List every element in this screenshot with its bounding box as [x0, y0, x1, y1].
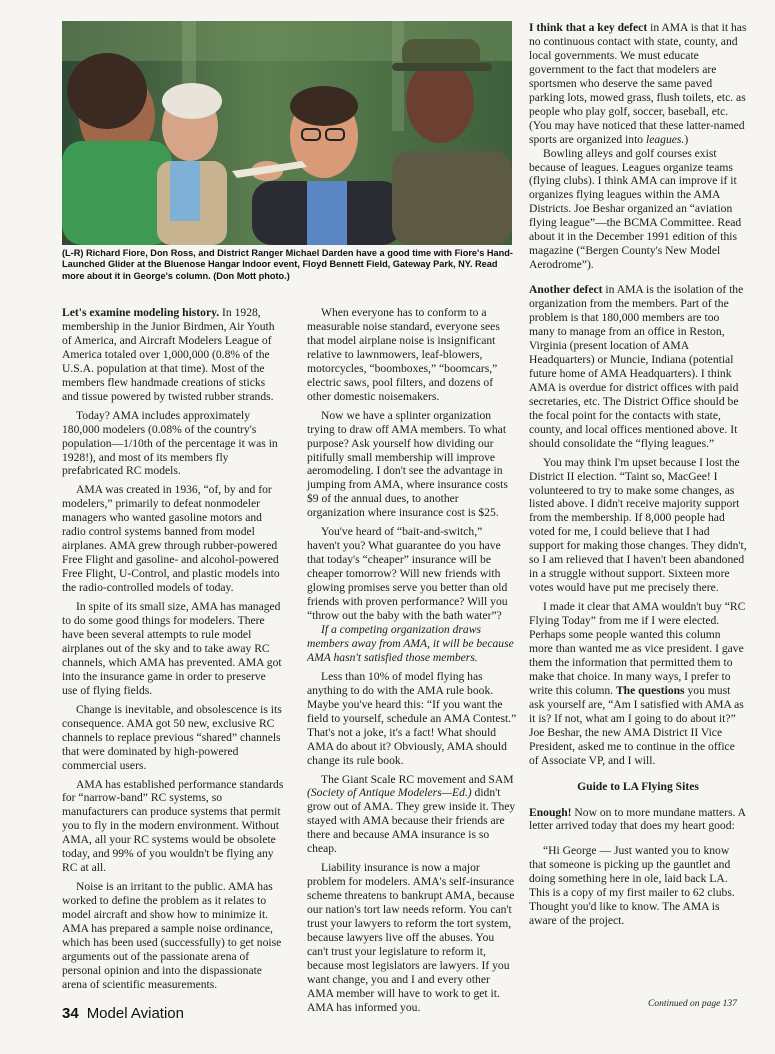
emphasis: leagues.	[645, 132, 685, 146]
editor-note: (Society of Antique Modelers—Ed.)	[307, 786, 472, 800]
paragraph	[529, 21, 747, 147]
paragraph: When everyone has to conform to a measurable noise standard, everyone sees that model airplane noise is insignificant relative to lawnmowers, leaf-blowers, motorcycles, “boomboxes,” “boomcars,” electric saws, pool filters, and dozens of other domestic noisemakers.	[307, 306, 500, 403]
paragraph-text: The Giant Scale RC movement and SAM	[321, 772, 514, 786]
paragraph	[529, 283, 747, 450]
lead-in: I think that a key defect	[529, 21, 648, 34]
page-number: 34	[62, 1005, 79, 1022]
paragraph-text: I made it clear that AMA wouldn't buy “RC Flying Today” from me if I were elected. Perhaps some people wanted this column more than wanted me as vice president. I gave them the information that permitted them to make that choice. In many ways, I prefer to write this column.	[529, 600, 746, 697]
paragraph	[529, 600, 747, 767]
paragraph-text: in AMA is the isolation of the organization from the members. Part of the problem is that 180,000 members are too many to manage from an office in Reston, Virginia (present location of AMA Headquarters) or Muncie, Indiana (potential future home of AMA Headquarters). I think AMA is overdue for district offices with paid secretaries, etc. The District Office should be the focal point for the contacts with state, county, and local offices mentioned above. It should consolidate the “flying leagues.”	[529, 283, 744, 450]
lead-in: The questions	[615, 683, 685, 697]
paragraph: AMA has established performance standards for “narrow-band” RC systems, so manufacturers can produce systems that permit you to fly in the modern environment. Without AMA, all your RC systems would be obsolete today, and 99% of you wouldn't be flying any RC at all.	[62, 777, 284, 875]
paragraph: Change is inevitable, and obsolescence is its consequence. AMA got 50 new, exclusive RC channels to replace previous “shared” channels that were dominated by high-powered commercial users.	[62, 702, 282, 772]
lead-in: Enough!	[529, 805, 572, 819]
paragraph: Now we have a splinter organization trying to draw off AMA members. To what purpose? Ask yourself how dividing our pitifully small membership will improve aeromodeling. I don't see the advantage in jumping from AMA, where insurance costs $9 of the annual dues, to another organization where insurance cost is $25.	[307, 408, 508, 520]
page-footer	[62, 1005, 184, 1022]
paragraph-text: didn't grow out of AMA. They grew inside it. They stayed with AMA because their friends are there and because AMA insurance is so cheap.	[307, 786, 516, 856]
quoted-letter: “Hi George — Just wanted you to know that someone is picking up the gauntlet and doing something here in ole, laid back LA. This is a copy of my first mailer to 62 clubs. Thought you'd like to know. The AMA is aware of the project.	[529, 844, 735, 928]
paragraph: Less than 10% of model flying has anything to do with the AMA rule book. Maybe you've heard this: “If you want the field to yourself, schedule an AMA Contest.” That's not a joke, it's a fact! What should AMA do about it? Obviously, AMA should change its rule book.	[307, 669, 517, 767]
magazine-name: Model Aviation	[86, 1005, 184, 1022]
paragraph-text: In 1928, membership in the Junior Birdmen, Air Youth of America, and Aircraft Modelers League of America totaled over 1,000,000 (0.8% of the U.S.A. population at that time). Most of the members flew handmade creations of sticks and tissue powered by twisted rubber strands.	[62, 306, 275, 403]
continued-note: Continued on page 137	[648, 999, 737, 1009]
photo-image	[62, 21, 512, 245]
paragraph: In spite of its small size, AMA has managed to do some good things for modelers. There have been several attempts to rule model airplanes out of the sky and to take away RC channels, which AMA has prevented. AMA got into the insurance game in order to preserve use of flying fields.	[62, 600, 282, 697]
pull-statement: If a competing organization draws members away from AMA, it will be because AMA hasn't satisfied those members.	[307, 622, 514, 664]
paragraph-text: in AMA is that it has no continuous contact with state, county, and local governments. We must educate government to the fact that modelers are sportsmen who deserve the same paved parking lots, mowed grass, flush toilets, etc. as people who play golf, soccer, baseball, etc. (You may have noticed that these latter-named sports are organized into	[529, 21, 747, 146]
article-column-2	[307, 306, 517, 1015]
article-column-1	[62, 306, 284, 992]
lead-in: Let's examine modeling history.	[62, 306, 220, 319]
paragraph	[307, 773, 517, 857]
paragraph: Liability insurance is now a major problem for modelers. AMA's self-insurance scheme threatens to bankrupt AMA, because our nation's tort law needs reform. You can't trust your lawyers to reform the tort system, because lawyers live off the abuses. You can't trust your legislature to reform it, because most legislators are lawyers. If you want change, you and I and every other AMA member will have to work to get it. AMA has informed you.	[307, 861, 515, 1014]
lead-in: Another defect	[529, 283, 603, 297]
section-heading: Guide to LA Flying Sites	[577, 779, 699, 793]
paragraph: Noise is an irritant to the public. AMA has worked to define the problem as it relates to model aircraft and show how to minimize it. AMA has prepared a sample noise ordinance, which has been used (successfully) to get noise arguments out of the passionate arena of personal opinion and into the dispassionate arena of scientific measurements.	[62, 880, 282, 991]
paragraph: You've heard of “bait-and-switch,” haven't you? What guarantee do you have that today's “cheaper” insurance will be cheaper tomorrow? Will new friends with glowing promises serve you better than old friends with proven performance? Will you “throw out the baby with the bath water”?	[307, 525, 508, 623]
paragraph	[529, 806, 747, 834]
paragraph-text: )	[684, 132, 689, 146]
paragraph-text: you must ask yourself are, “Am I satisfied with AMA as it is? If not, what am I going to do about it?” Joe Beshar, the new AMA District II Vice President, asked me to continue in the office of Associate VP, and I will.	[529, 683, 744, 767]
paragraph: Bowling alleys and golf courses exist because of leagues. Leagues organize teams (flying clubs). I think AMA can improve if it organizes flying leagues within the AMA Districts. Joe Beshar organized an “aviation flying league”—the BCMA Committee. Read about it in the December 1991 edition of this magazine (“Bergen County's New Model Aerodrome”).	[529, 146, 742, 272]
article-column-3	[529, 21, 747, 928]
paragraph: You may think I'm upset because I lost the District II election. “Taint so, MacGee! I volunteered to try to make some changes, as listed above. I didn't receive majority support from the membership. If 8,000 people had voted for me, I could believe that I had support for making those changes. They didn't, so I am relieved that I haven't been abandoned in a struggle without support. Sixteen more votes would have put me precisely there.	[529, 455, 747, 595]
paragraph-text: Now on to more mundane matters. A letter arrived today that does my heart good:	[529, 805, 746, 833]
paragraph: Today? AMA includes approximately 180,000 modelers (0.08% of the country's population—1/10th of the percentage it was in 1928!), and most of its members fly prefabricated RC models.	[62, 408, 278, 478]
paragraph	[62, 306, 284, 404]
paragraph: AMA was created in 1936, “of, by and for modelers,” primarily to defeat nonmodeler managers who wanted gasoline motors and radio control systems banned from model airplanes. AMA grew through rubber-powered Free Flight and gasoline- and alcohol-powered Free Flight, U-Control, and plastic models into the radio-controlled models of today.	[62, 483, 280, 595]
photo	[62, 21, 512, 245]
photo-caption: (L-R) Richard Fiore, Don Ross, and District Ranger Michael Darden have a good time with Fiore's Hand-Launched Glider at the Bluenose Hangar Indoor event, Floyd Bennett Field, Gateway Park, NY. Read more about it in George's column. (Don Mott photo.)	[62, 248, 513, 281]
